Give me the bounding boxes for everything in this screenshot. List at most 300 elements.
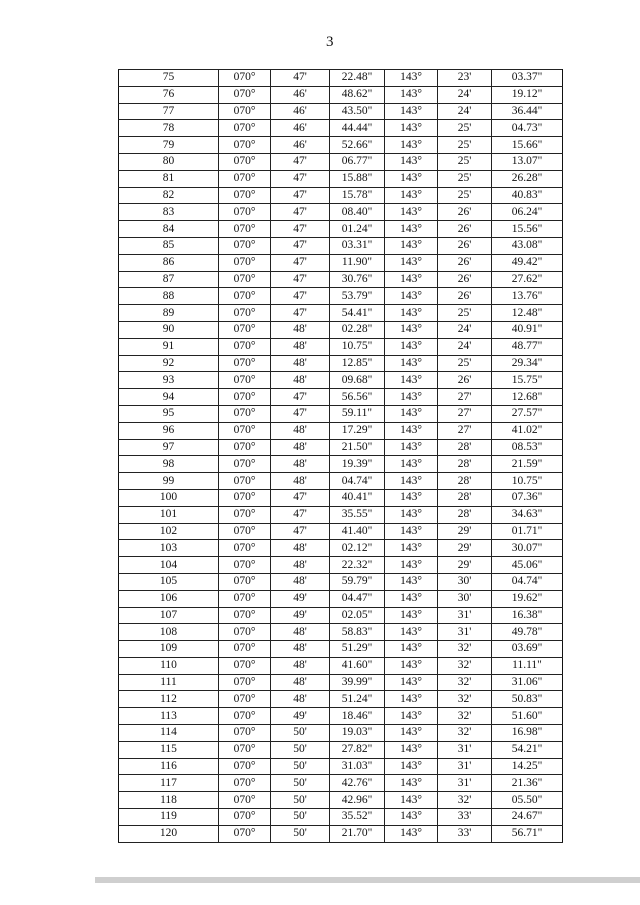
longitude-degrees-cell: 143° <box>385 607 438 624</box>
point-number-cell: 98 <box>119 456 219 473</box>
latitude-minutes-cell: 47' <box>271 221 330 238</box>
latitude-minutes-cell: 48' <box>271 439 330 456</box>
longitude-degrees-cell: 143° <box>385 809 438 826</box>
longitude-seconds-cell: 04.73" <box>492 120 563 137</box>
table-row <box>119 338 563 355</box>
latitude-seconds-cell: 01.24" <box>330 221 385 238</box>
longitude-seconds-cell: 34.63" <box>492 506 563 523</box>
point-number-cell: 87 <box>119 271 219 288</box>
longitude-degrees-cell: 143° <box>385 405 438 422</box>
longitude-degrees-cell: 143° <box>385 473 438 490</box>
latitude-degrees-cell: 070° <box>219 809 271 826</box>
longitude-seconds-cell: 49.42" <box>492 254 563 271</box>
latitude-degrees-cell: 070° <box>219 456 271 473</box>
latitude-minutes-cell: 47' <box>271 288 330 305</box>
longitude-minutes-cell: 25' <box>438 305 492 322</box>
latitude-degrees-cell: 070° <box>219 254 271 271</box>
latitude-minutes-cell: 50' <box>271 775 330 792</box>
latitude-minutes-cell: 48' <box>271 657 330 674</box>
latitude-degrees-cell: 070° <box>219 657 271 674</box>
latitude-minutes-cell: 47' <box>271 204 330 221</box>
table-row <box>119 204 563 221</box>
latitude-minutes-cell: 46' <box>271 120 330 137</box>
table-row <box>119 590 563 607</box>
longitude-seconds-cell: 27.62" <box>492 271 563 288</box>
longitude-seconds-cell: 19.62" <box>492 590 563 607</box>
table-row <box>119 657 563 674</box>
latitude-seconds-cell: 51.24" <box>330 691 385 708</box>
latitude-minutes-cell: 50' <box>271 758 330 775</box>
point-number-cell: 104 <box>119 557 219 574</box>
latitude-seconds-cell: 21.70" <box>330 825 385 842</box>
longitude-minutes-cell: 32' <box>438 641 492 658</box>
latitude-degrees-cell: 070° <box>219 221 271 238</box>
latitude-seconds-cell: 43.50" <box>330 103 385 120</box>
latitude-minutes-cell: 47' <box>271 254 330 271</box>
longitude-minutes-cell: 31' <box>438 741 492 758</box>
longitude-seconds-cell: 27.57" <box>492 405 563 422</box>
latitude-minutes-cell: 48' <box>271 422 330 439</box>
latitude-degrees-cell: 070° <box>219 607 271 624</box>
latitude-degrees-cell: 070° <box>219 741 271 758</box>
latitude-seconds-cell: 58.83" <box>330 624 385 641</box>
latitude-seconds-cell: 59.11" <box>330 405 385 422</box>
longitude-seconds-cell: 21.59" <box>492 456 563 473</box>
latitude-minutes-cell: 48' <box>271 557 330 574</box>
latitude-degrees-cell: 070° <box>219 691 271 708</box>
longitude-minutes-cell: 32' <box>438 792 492 809</box>
point-number-cell: 90 <box>119 321 219 338</box>
latitude-degrees-cell: 070° <box>219 439 271 456</box>
point-number-cell: 80 <box>119 153 219 170</box>
point-number-cell: 111 <box>119 674 219 691</box>
latitude-degrees-cell: 070° <box>219 70 271 87</box>
longitude-minutes-cell: 27' <box>438 389 492 406</box>
latitude-minutes-cell: 47' <box>271 305 330 322</box>
longitude-minutes-cell: 32' <box>438 657 492 674</box>
longitude-seconds-cell: 11.11" <box>492 657 563 674</box>
table-row <box>119 557 563 574</box>
latitude-seconds-cell: 39.99" <box>330 674 385 691</box>
longitude-degrees-cell: 143° <box>385 775 438 792</box>
longitude-degrees-cell: 143° <box>385 153 438 170</box>
latitude-seconds-cell: 52.66" <box>330 137 385 154</box>
longitude-degrees-cell: 143° <box>385 523 438 540</box>
longitude-seconds-cell: 06.24" <box>492 204 563 221</box>
table-row <box>119 237 563 254</box>
latitude-seconds-cell: 41.60" <box>330 657 385 674</box>
latitude-seconds-cell: 19.39" <box>330 456 385 473</box>
latitude-seconds-cell: 42.76" <box>330 775 385 792</box>
longitude-seconds-cell: 13.07" <box>492 153 563 170</box>
table-row <box>119 607 563 624</box>
latitude-minutes-cell: 48' <box>271 674 330 691</box>
latitude-seconds-cell: 22.32" <box>330 557 385 574</box>
point-number-cell: 108 <box>119 624 219 641</box>
longitude-degrees-cell: 143° <box>385 725 438 742</box>
point-number-cell: 103 <box>119 540 219 557</box>
latitude-minutes-cell: 47' <box>271 153 330 170</box>
latitude-degrees-cell: 070° <box>219 708 271 725</box>
latitude-seconds-cell: 41.40" <box>330 523 385 540</box>
longitude-degrees-cell: 143° <box>385 758 438 775</box>
table-row <box>119 439 563 456</box>
latitude-seconds-cell: 59.79" <box>330 573 385 590</box>
latitude-degrees-cell: 070° <box>219 792 271 809</box>
point-number-cell: 76 <box>119 86 219 103</box>
latitude-seconds-cell: 54.41" <box>330 305 385 322</box>
longitude-minutes-cell: 30' <box>438 573 492 590</box>
longitude-seconds-cell: 03.69" <box>492 641 563 658</box>
point-number-cell: 85 <box>119 237 219 254</box>
table-row <box>119 170 563 187</box>
point-number-cell: 84 <box>119 221 219 238</box>
latitude-degrees-cell: 070° <box>219 775 271 792</box>
table-row <box>119 137 563 154</box>
table-row <box>119 540 563 557</box>
longitude-degrees-cell: 143° <box>385 825 438 842</box>
latitude-seconds-cell: 35.52" <box>330 809 385 826</box>
table-row <box>119 70 563 87</box>
latitude-degrees-cell: 070° <box>219 540 271 557</box>
latitude-seconds-cell: 31.03" <box>330 758 385 775</box>
latitude-minutes-cell: 47' <box>271 489 330 506</box>
longitude-degrees-cell: 143° <box>385 590 438 607</box>
point-number-cell: 79 <box>119 137 219 154</box>
latitude-degrees-cell: 070° <box>219 103 271 120</box>
longitude-minutes-cell: 24' <box>438 103 492 120</box>
point-number-cell: 120 <box>119 825 219 842</box>
longitude-degrees-cell: 143° <box>385 288 438 305</box>
table-row <box>119 389 563 406</box>
table-row <box>119 372 563 389</box>
longitude-seconds-cell: 13.76" <box>492 288 563 305</box>
point-number-cell: 95 <box>119 405 219 422</box>
longitude-minutes-cell: 23' <box>438 70 492 87</box>
table-row <box>119 758 563 775</box>
latitude-minutes-cell: 49' <box>271 590 330 607</box>
point-number-cell: 82 <box>119 187 219 204</box>
longitude-seconds-cell: 54.21" <box>492 741 563 758</box>
table-row <box>119 792 563 809</box>
page-number: 3 <box>326 34 334 50</box>
longitude-degrees-cell: 143° <box>385 506 438 523</box>
table-row <box>119 624 563 641</box>
latitude-seconds-cell: 40.41" <box>330 489 385 506</box>
point-number-cell: 100 <box>119 489 219 506</box>
latitude-degrees-cell: 070° <box>219 204 271 221</box>
point-number-cell: 117 <box>119 775 219 792</box>
point-number-cell: 106 <box>119 590 219 607</box>
longitude-minutes-cell: 28' <box>438 473 492 490</box>
longitude-minutes-cell: 28' <box>438 456 492 473</box>
longitude-degrees-cell: 143° <box>385 641 438 658</box>
point-number-cell: 118 <box>119 792 219 809</box>
table-row <box>119 809 563 826</box>
longitude-degrees-cell: 143° <box>385 540 438 557</box>
longitude-seconds-cell: 26.28" <box>492 170 563 187</box>
latitude-seconds-cell: 51.29" <box>330 641 385 658</box>
latitude-seconds-cell: 22.48" <box>330 70 385 87</box>
table-row <box>119 153 563 170</box>
longitude-seconds-cell: 29.34" <box>492 355 563 372</box>
latitude-seconds-cell: 09.68" <box>330 372 385 389</box>
longitude-seconds-cell: 48.77" <box>492 338 563 355</box>
longitude-degrees-cell: 143° <box>385 624 438 641</box>
point-number-cell: 105 <box>119 573 219 590</box>
latitude-minutes-cell: 48' <box>271 473 330 490</box>
latitude-seconds-cell: 35.55" <box>330 506 385 523</box>
point-number-cell: 81 <box>119 170 219 187</box>
longitude-minutes-cell: 27' <box>438 405 492 422</box>
longitude-minutes-cell: 29' <box>438 523 492 540</box>
latitude-seconds-cell: 04.74" <box>330 473 385 490</box>
longitude-minutes-cell: 31' <box>438 758 492 775</box>
table-row <box>119 775 563 792</box>
table-row <box>119 741 563 758</box>
longitude-degrees-cell: 143° <box>385 237 438 254</box>
latitude-minutes-cell: 48' <box>271 355 330 372</box>
longitude-degrees-cell: 143° <box>385 792 438 809</box>
longitude-degrees-cell: 143° <box>385 657 438 674</box>
longitude-seconds-cell: 12.48" <box>492 305 563 322</box>
longitude-minutes-cell: 24' <box>438 321 492 338</box>
table-row <box>119 305 563 322</box>
latitude-degrees-cell: 070° <box>219 372 271 389</box>
longitude-seconds-cell: 08.53" <box>492 439 563 456</box>
longitude-minutes-cell: 26' <box>438 237 492 254</box>
longitude-degrees-cell: 143° <box>385 674 438 691</box>
latitude-seconds-cell: 17.29" <box>330 422 385 439</box>
latitude-minutes-cell: 50' <box>271 809 330 826</box>
point-number-cell: 119 <box>119 809 219 826</box>
latitude-minutes-cell: 47' <box>271 389 330 406</box>
point-number-cell: 109 <box>119 641 219 658</box>
longitude-degrees-cell: 143° <box>385 187 438 204</box>
latitude-seconds-cell: 15.78" <box>330 187 385 204</box>
latitude-degrees-cell: 070° <box>219 557 271 574</box>
latitude-minutes-cell: 49' <box>271 708 330 725</box>
longitude-degrees-cell: 143° <box>385 389 438 406</box>
longitude-seconds-cell: 16.98" <box>492 725 563 742</box>
longitude-degrees-cell: 143° <box>385 573 438 590</box>
longitude-minutes-cell: 33' <box>438 825 492 842</box>
point-number-cell: 93 <box>119 372 219 389</box>
latitude-minutes-cell: 47' <box>271 170 330 187</box>
longitude-seconds-cell: 12.68" <box>492 389 563 406</box>
latitude-degrees-cell: 070° <box>219 825 271 842</box>
point-number-cell: 110 <box>119 657 219 674</box>
latitude-seconds-cell: 15.88" <box>330 170 385 187</box>
latitude-minutes-cell: 48' <box>271 321 330 338</box>
longitude-degrees-cell: 143° <box>385 271 438 288</box>
latitude-degrees-cell: 070° <box>219 288 271 305</box>
latitude-minutes-cell: 46' <box>271 103 330 120</box>
longitude-degrees-cell: 143° <box>385 422 438 439</box>
longitude-degrees-cell: 143° <box>385 103 438 120</box>
longitude-degrees-cell: 143° <box>385 489 438 506</box>
point-number-cell: 115 <box>119 741 219 758</box>
latitude-seconds-cell: 02.12" <box>330 540 385 557</box>
point-number-cell: 113 <box>119 708 219 725</box>
table-row <box>119 405 563 422</box>
latitude-seconds-cell: 18.46" <box>330 708 385 725</box>
latitude-degrees-cell: 070° <box>219 725 271 742</box>
longitude-seconds-cell: 51.60" <box>492 708 563 725</box>
longitude-seconds-cell: 30.07" <box>492 540 563 557</box>
table-row <box>119 523 563 540</box>
latitude-minutes-cell: 48' <box>271 573 330 590</box>
table-row <box>119 473 563 490</box>
point-number-cell: 114 <box>119 725 219 742</box>
point-number-cell: 75 <box>119 70 219 87</box>
latitude-degrees-cell: 070° <box>219 153 271 170</box>
longitude-degrees-cell: 143° <box>385 221 438 238</box>
longitude-minutes-cell: 26' <box>438 254 492 271</box>
table-row <box>119 187 563 204</box>
latitude-seconds-cell: 11.90" <box>330 254 385 271</box>
longitude-degrees-cell: 143° <box>385 204 438 221</box>
latitude-degrees-cell: 070° <box>219 590 271 607</box>
longitude-minutes-cell: 31' <box>438 775 492 792</box>
longitude-seconds-cell: 21.36" <box>492 775 563 792</box>
table-row <box>119 221 563 238</box>
longitude-degrees-cell: 143° <box>385 338 438 355</box>
longitude-seconds-cell: 45.06" <box>492 557 563 574</box>
latitude-minutes-cell: 50' <box>271 825 330 842</box>
longitude-seconds-cell: 15.66" <box>492 137 563 154</box>
latitude-minutes-cell: 47' <box>271 187 330 204</box>
longitude-minutes-cell: 33' <box>438 809 492 826</box>
longitude-degrees-cell: 143° <box>385 691 438 708</box>
point-number-cell: 107 <box>119 607 219 624</box>
table-row <box>119 321 563 338</box>
longitude-degrees-cell: 143° <box>385 86 438 103</box>
point-number-cell: 89 <box>119 305 219 322</box>
point-number-cell: 112 <box>119 691 219 708</box>
table-row <box>119 288 563 305</box>
table-row <box>119 120 563 137</box>
table-row <box>119 355 563 372</box>
latitude-seconds-cell: 27.82" <box>330 741 385 758</box>
table-row <box>119 708 563 725</box>
latitude-seconds-cell: 02.05" <box>330 607 385 624</box>
point-number-cell: 97 <box>119 439 219 456</box>
latitude-minutes-cell: 50' <box>271 725 330 742</box>
latitude-seconds-cell: 04.47" <box>330 590 385 607</box>
latitude-seconds-cell: 12.85" <box>330 355 385 372</box>
longitude-seconds-cell: 15.56" <box>492 221 563 238</box>
latitude-degrees-cell: 070° <box>219 389 271 406</box>
longitude-seconds-cell: 07.36" <box>492 489 563 506</box>
point-number-cell: 91 <box>119 338 219 355</box>
latitude-minutes-cell: 49' <box>271 607 330 624</box>
longitude-seconds-cell: 14.25" <box>492 758 563 775</box>
longitude-minutes-cell: 26' <box>438 204 492 221</box>
latitude-minutes-cell: 48' <box>271 456 330 473</box>
longitude-degrees-cell: 143° <box>385 321 438 338</box>
longitude-minutes-cell: 24' <box>438 338 492 355</box>
longitude-seconds-cell: 24.67" <box>492 809 563 826</box>
point-number-cell: 96 <box>119 422 219 439</box>
longitude-minutes-cell: 29' <box>438 540 492 557</box>
point-number-cell: 86 <box>119 254 219 271</box>
latitude-minutes-cell: 48' <box>271 338 330 355</box>
longitude-degrees-cell: 143° <box>385 708 438 725</box>
table-row <box>119 573 563 590</box>
longitude-degrees-cell: 143° <box>385 137 438 154</box>
longitude-seconds-cell: 15.75" <box>492 372 563 389</box>
latitude-degrees-cell: 070° <box>219 355 271 372</box>
coordinates-table <box>118 69 563 843</box>
table-row <box>119 641 563 658</box>
latitude-degrees-cell: 070° <box>219 237 271 254</box>
latitude-degrees-cell: 070° <box>219 170 271 187</box>
longitude-seconds-cell: 40.83" <box>492 187 563 204</box>
longitude-seconds-cell: 05.50" <box>492 792 563 809</box>
longitude-minutes-cell: 28' <box>438 506 492 523</box>
point-number-cell: 83 <box>119 204 219 221</box>
latitude-degrees-cell: 070° <box>219 573 271 590</box>
longitude-degrees-cell: 143° <box>385 70 438 87</box>
latitude-seconds-cell: 08.40" <box>330 204 385 221</box>
longitude-seconds-cell: 49.78" <box>492 624 563 641</box>
latitude-degrees-cell: 070° <box>219 641 271 658</box>
longitude-seconds-cell: 50.83" <box>492 691 563 708</box>
latitude-degrees-cell: 070° <box>219 523 271 540</box>
longitude-degrees-cell: 143° <box>385 439 438 456</box>
latitude-seconds-cell: 42.96" <box>330 792 385 809</box>
longitude-minutes-cell: 26' <box>438 221 492 238</box>
longitude-minutes-cell: 29' <box>438 557 492 574</box>
latitude-minutes-cell: 47' <box>271 405 330 422</box>
latitude-seconds-cell: 19.03" <box>330 725 385 742</box>
latitude-degrees-cell: 070° <box>219 120 271 137</box>
latitude-degrees-cell: 070° <box>219 305 271 322</box>
latitude-degrees-cell: 070° <box>219 405 271 422</box>
latitude-degrees-cell: 070° <box>219 624 271 641</box>
longitude-seconds-cell: 04.74" <box>492 573 563 590</box>
longitude-seconds-cell: 40.91" <box>492 321 563 338</box>
latitude-degrees-cell: 070° <box>219 758 271 775</box>
longitude-minutes-cell: 28' <box>438 439 492 456</box>
point-number-cell: 102 <box>119 523 219 540</box>
latitude-degrees-cell: 070° <box>219 271 271 288</box>
point-number-cell: 94 <box>119 389 219 406</box>
latitude-degrees-cell: 070° <box>219 338 271 355</box>
latitude-minutes-cell: 46' <box>271 137 330 154</box>
longitude-minutes-cell: 26' <box>438 372 492 389</box>
longitude-minutes-cell: 25' <box>438 137 492 154</box>
longitude-degrees-cell: 143° <box>385 372 438 389</box>
point-number-cell: 116 <box>119 758 219 775</box>
latitude-seconds-cell: 02.28" <box>330 321 385 338</box>
longitude-minutes-cell: 25' <box>438 153 492 170</box>
latitude-degrees-cell: 070° <box>219 422 271 439</box>
longitude-degrees-cell: 143° <box>385 305 438 322</box>
longitude-seconds-cell: 31.06" <box>492 674 563 691</box>
latitude-minutes-cell: 48' <box>271 641 330 658</box>
longitude-degrees-cell: 143° <box>385 254 438 271</box>
longitude-degrees-cell: 143° <box>385 456 438 473</box>
longitude-degrees-cell: 143° <box>385 741 438 758</box>
table-row <box>119 674 563 691</box>
latitude-seconds-cell: 10.75" <box>330 338 385 355</box>
latitude-degrees-cell: 070° <box>219 86 271 103</box>
point-number-cell: 78 <box>119 120 219 137</box>
table-row <box>119 271 563 288</box>
table-row <box>119 254 563 271</box>
